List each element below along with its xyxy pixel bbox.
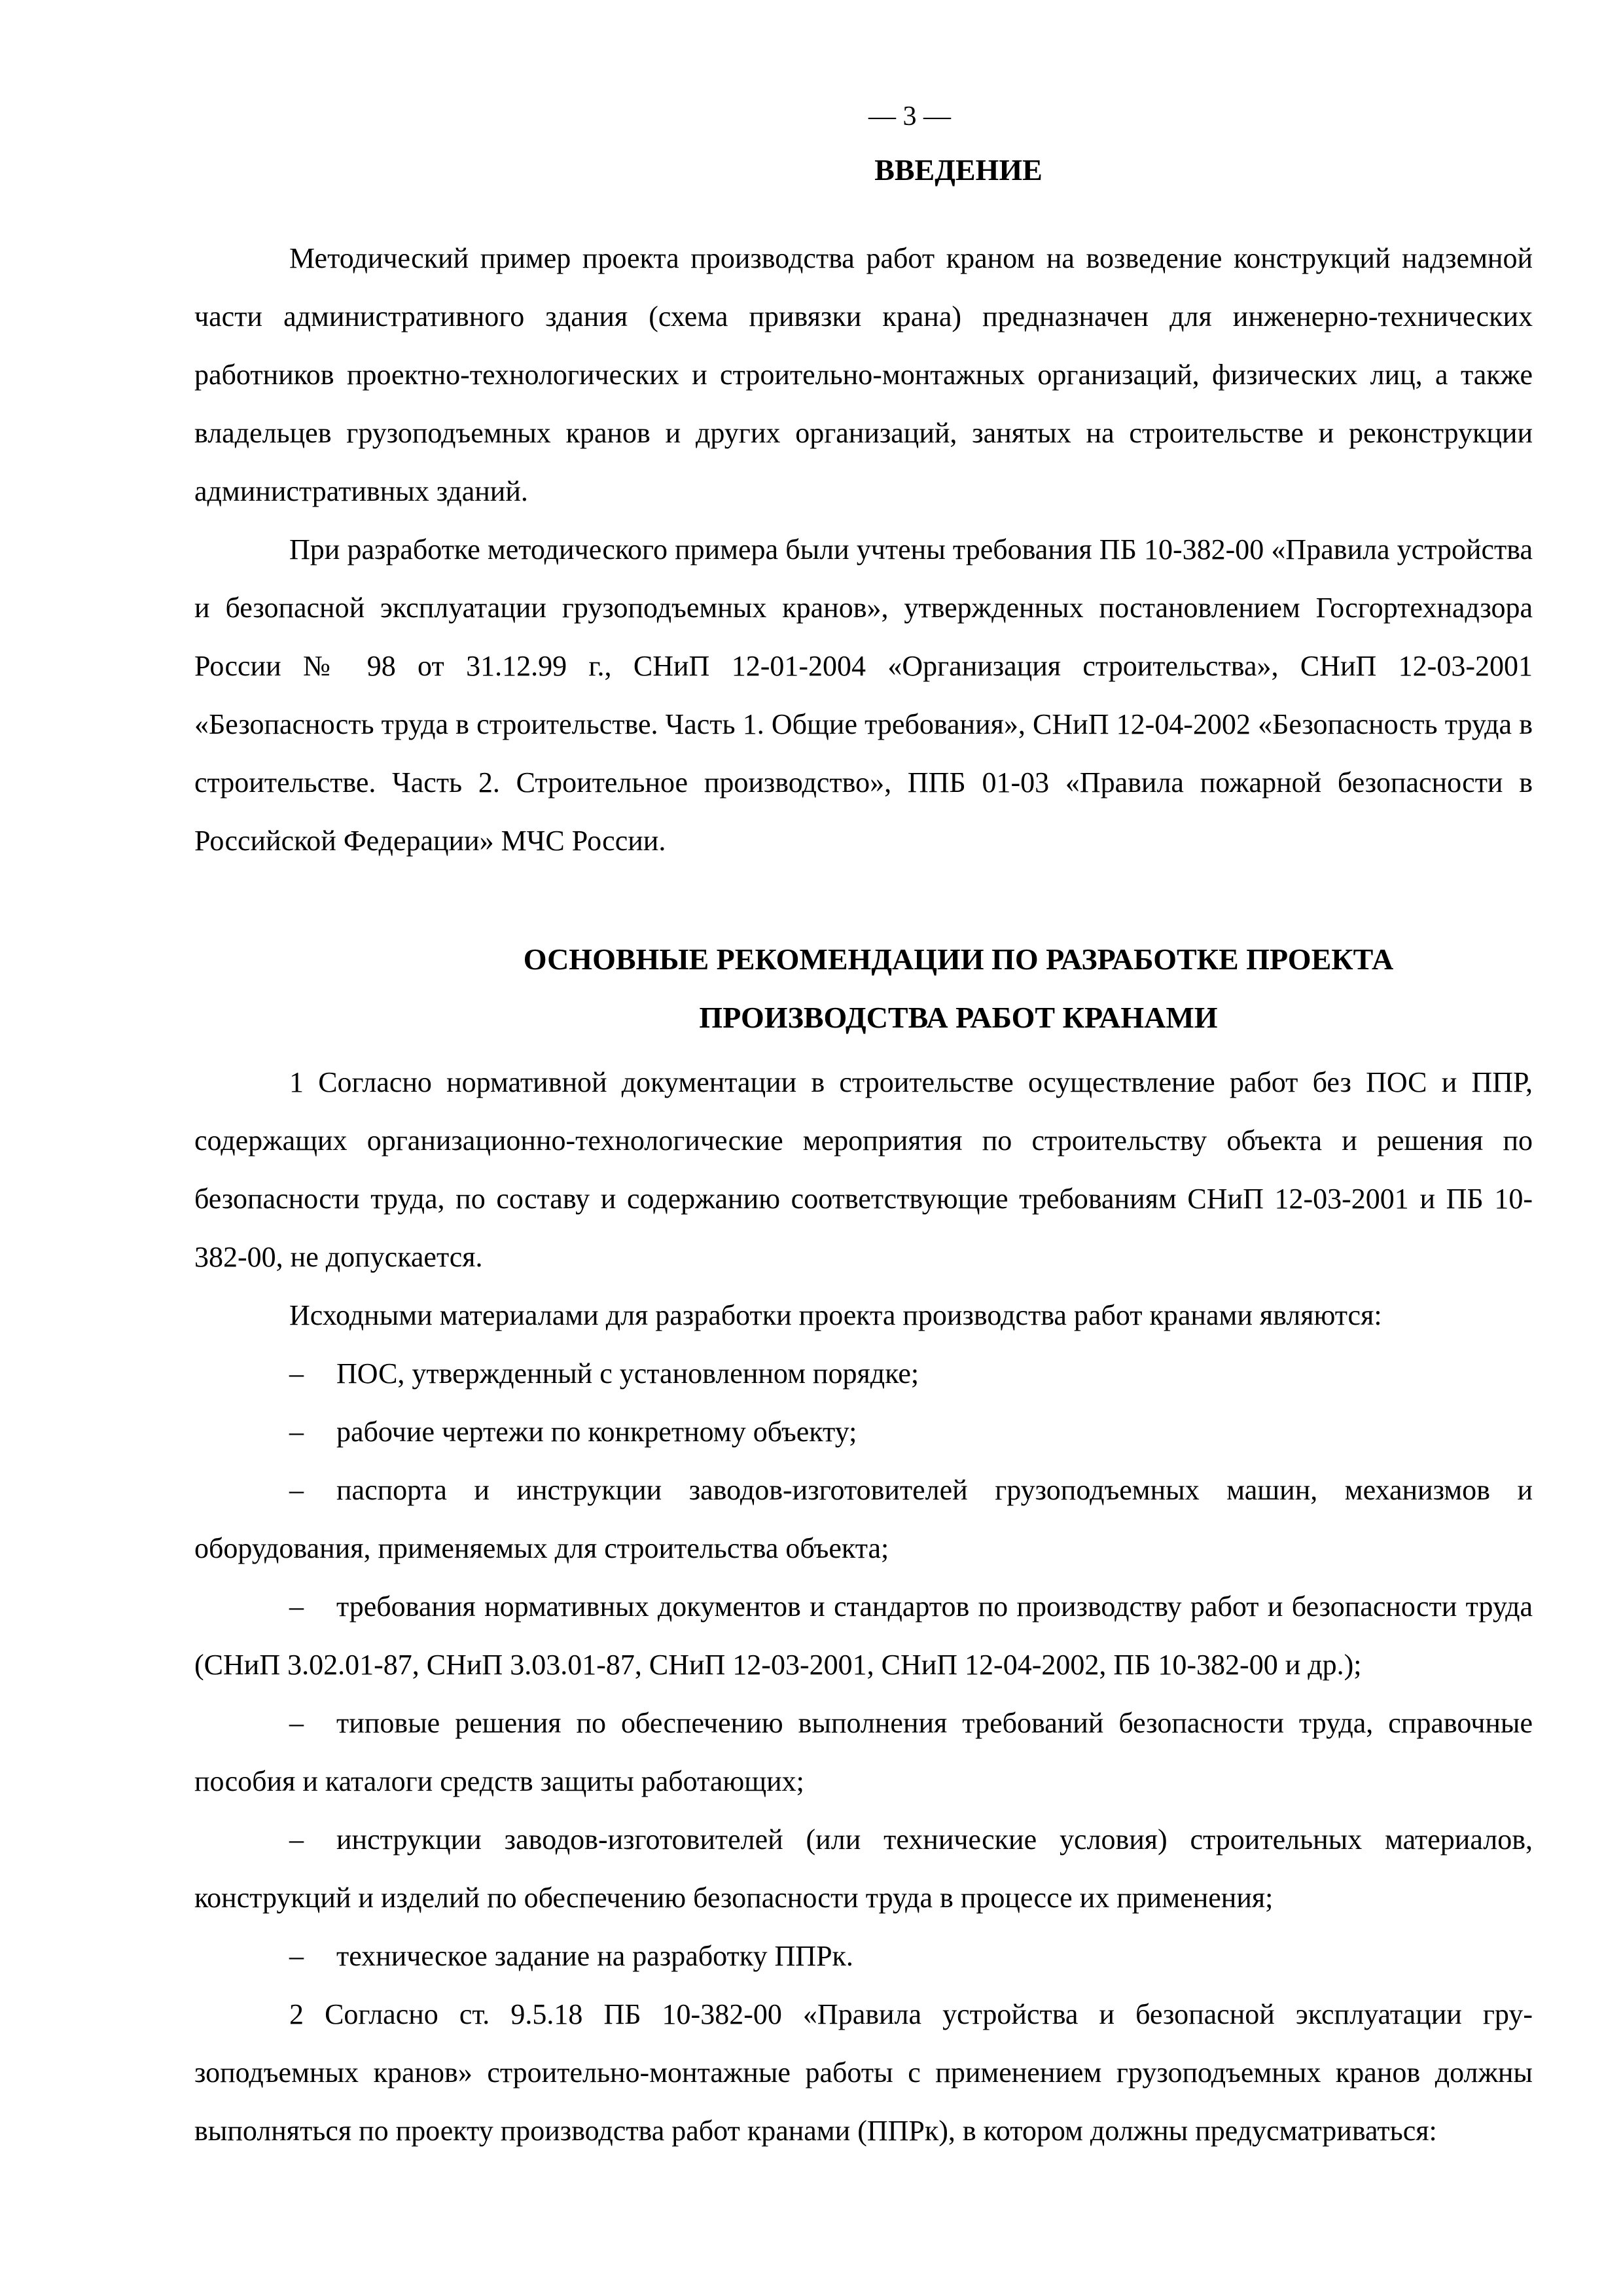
list-item-text: техническое задание на разработку ППРк. xyxy=(336,1940,853,1972)
section-paragraph-2: Исходными материалами для разработки проекта производства работ кранами являются: xyxy=(289,1299,1382,1331)
page-number: — 3 — xyxy=(868,101,951,132)
list-item xyxy=(194,1344,1533,1403)
dash-marker: – xyxy=(289,1416,304,1448)
section-paragraph-3: 2 Согласно ст. 9.5.18 ПБ 10-382-00 «Правила устройства и безопасной эксплуатации грузоподъемных кранов» строительно-монтажные работы с применением грузоподъемных кранов должны выполняться по проекту производства работ кранами (ППРк), в котором должны предусматриваться: xyxy=(194,1998,1533,2147)
list-item xyxy=(194,1694,1533,1810)
list-item xyxy=(194,1461,1533,1577)
list-item xyxy=(194,1810,1533,1927)
page-content xyxy=(194,151,1533,2160)
dash-marker: – xyxy=(289,1357,304,1390)
list-item-text: требования нормативных документов и стандартов по производству работ и безопасности труда (СНиП 3.02.01-87, СНиП 3.03.01-87, СНиП 12-03-2001, СНиП 12-04-2002, ПБ 10-382-00 и др.); xyxy=(194,1590,1533,1681)
intro-heading: ВВЕДЕНИЕ xyxy=(874,153,1043,187)
dash-marker: – xyxy=(289,1823,304,1856)
list-item-text: инструкции заводов-изготовителей (или технические условия) строительных материалов, конструкций и изделий по обеспечению безопасности труда в процессе их применения; xyxy=(194,1823,1533,1914)
dash-marker: – xyxy=(289,1940,304,1972)
intro-paragraph-1: Методический пример проекта производства работ краном на возведение конструкций надземной части административного здания (схема привязки крана) предназначен для инженерно-технических работников проектно-технологических и строительно-монтажных организаций, физических лиц, а также владельцев грузоподъемных кранов и других организаций, занятых на строительстве и реконструкции административных зданий. xyxy=(194,242,1533,507)
list-item-text: типовые решения по обеспечению выполнения требований безопасности труда, справочные пособия и каталоги средств защиты работающих; xyxy=(194,1707,1533,1797)
list-item xyxy=(194,1927,1533,1985)
section-heading-line-2: ПРОИЗВОДСТВА РАБОТ КРАНАМИ xyxy=(699,1001,1218,1034)
section-paragraph-1: 1 Согласно нормативной документации в строительстве осуществление работ без ПОС и ППР, содержащих организационно-технологические мероприятия по строительству объекта и решения по безопасности труда, по составу и содержанию соответствующие требованиям СНиП 12-03-2001 и ПБ 10-382-00, не допускается. xyxy=(194,1066,1533,1273)
list-item-text: паспорта и инструкции заводов-изготовителей грузоподъемных машин, механизмов и оборудования, применяемых для строительства объекта; xyxy=(194,1474,1533,1564)
dash-marker: – xyxy=(289,1707,304,1739)
list-item-text: ПОС, утвержденный с установленном порядке; xyxy=(336,1357,919,1390)
dash-marker: – xyxy=(289,1590,304,1623)
list-item-text: рабочие чертежи по конкретному объекту; xyxy=(336,1416,857,1448)
section-heading-line-1: ОСНОВНЫЕ РЕКОМЕНДАЦИИ ПО РАЗРАБОТКЕ ПРОЕКТА xyxy=(523,942,1394,976)
list-item xyxy=(194,1577,1533,1694)
list-item xyxy=(194,1403,1533,1461)
dash-marker: – xyxy=(289,1474,304,1506)
intro-paragraph-2: При разработке методического примера были учтены требования ПБ 10-382-00 «Правила устройства и безопасной эксплуатации грузоподъемных кранов», утвержденных постановлением Госгортехнадзора России № 98 от 31.12.99 г., СНиП 12-01-2004 «Организация строительства», СНиП 12-03-2001 «Безопасность труда в строительстве. Часть 1. Общие требования», СНиП 12-04-2002 «Безопасность труда в строительстве. Часть 2. Строительное производство», ППБ 01-03 «Правила пожарной безопасности в Российской Федерации» МЧС России. xyxy=(194,533,1533,857)
